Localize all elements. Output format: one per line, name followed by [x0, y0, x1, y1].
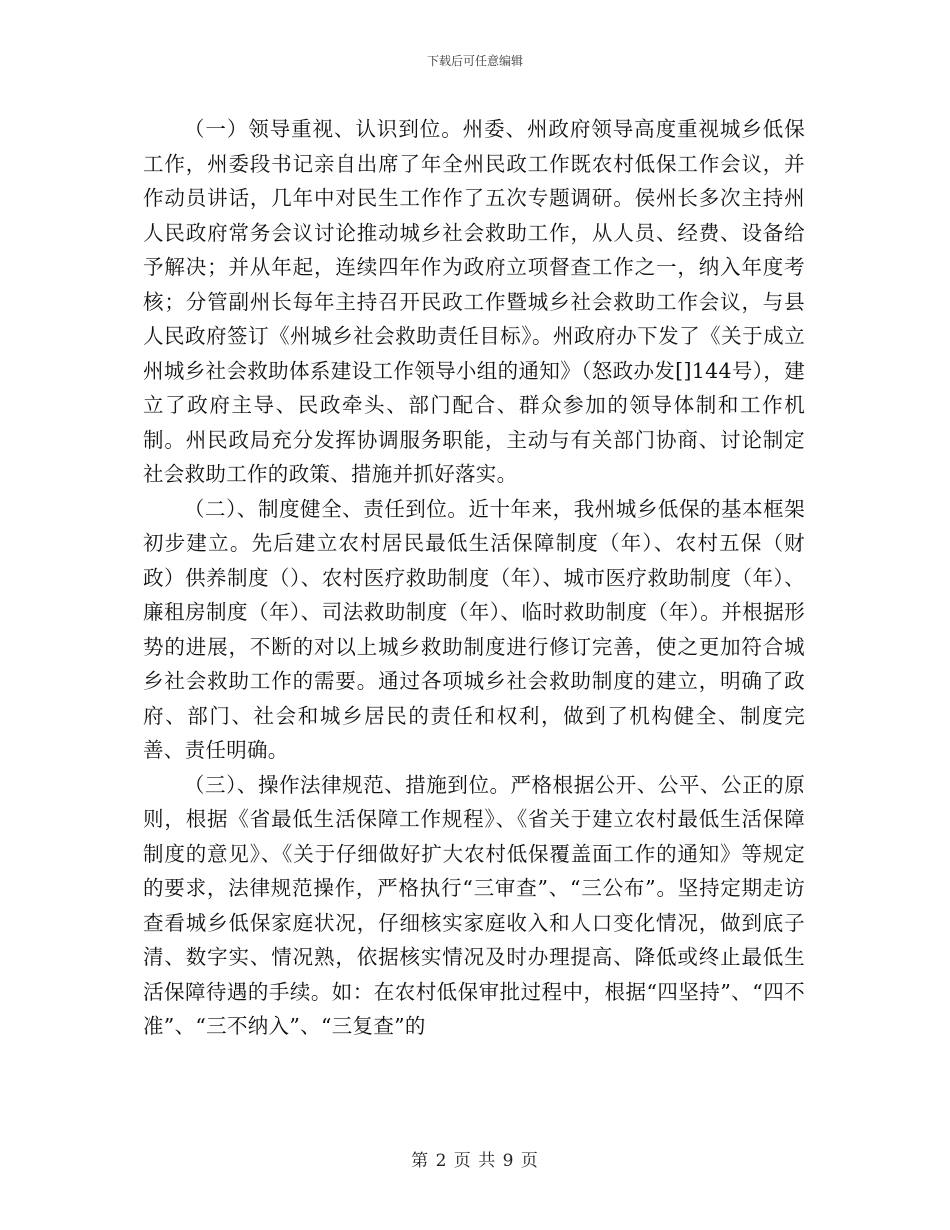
paragraph-leadership: （一）领导重视、认识到位。州委、州政府领导高度重视城乡低保工作，州委段书记亲自出席了年全州民政工作既农村低保工作会议，并作动员讲话，几年中对民生工作作了五次专题调研。侯州长多次主持州人民政府常务会议讨论推动城乡社会救助工作，从人员、经费、设备给予解决；并从年起，连续四年作为政府立项督查工作之一，纳入年度考核；分管副州长每年主持召开民政工作暨城乡社会救助工作会议，与县人民政府签订《州城乡社会救助责任目标》。州政府办下发了《关于成立州城乡社会救助体系建设工作领导小组的通知》（怒政办发[]144号），建立了政府主导、民政牵头、部门配合、群众参加的领导体制和工作机制。州民政局充分发挥协调服务职能，主动与有关部门协商、讨论制定社会救助工作的政策、措施并抓好落实。 [143, 117, 805, 486]
paragraph-system: （二）、制度健全、责任到位。近十年来，我州城乡低保的基本框架初步建立。先后建立农村居民最低生活保障制度（年）、农村五保（财政）供养制度（）、农村医疗救助制度（年）、城市医疗救助制度（年）、廉租房制度（年）、司法救助制度（年）、临时救助制度（年）。并根据形势的进展，不断的对以上城乡救助制度进行修订完善，使之更加符合城乡社会救助工作的需要。通过各项城乡社会救助制度的建立，明确了政府、部门、社会和城乡居民的责任和权利，做到了机构健全、制度完善、责任明确。 [143, 496, 805, 762]
page-header: 下载后可任意编辑 [426, 54, 523, 68]
page-footer: 第 2 页 共 9 页 [411, 1151, 539, 1171]
paragraph-operation: （三）、操作法律规范、措施到位。严格根据公开、公平、公正的原则，根据《省最低生活保障工作规程》、《省关于建立农村最低生活保障制度的意见》、《关于仔细做好扩大农村低保覆盖面工作的通知》等规定的要求，法律规范操作，严格执行“三审查”、“三公布”。坚持定期走访查看城乡低保家庭状况，仔细核实家庭收入和人口变化情况，做到底子清、数字实、情况熟，依据核实情况及时办理提高、降低或终止最低生活保障待遇的手续。如：在农村低保审批过程中，根据“四坚持”、“四不准”、“三不纳入”、“三复查”的 [143, 772, 805, 1038]
document-body [143, 112, 805, 1044]
